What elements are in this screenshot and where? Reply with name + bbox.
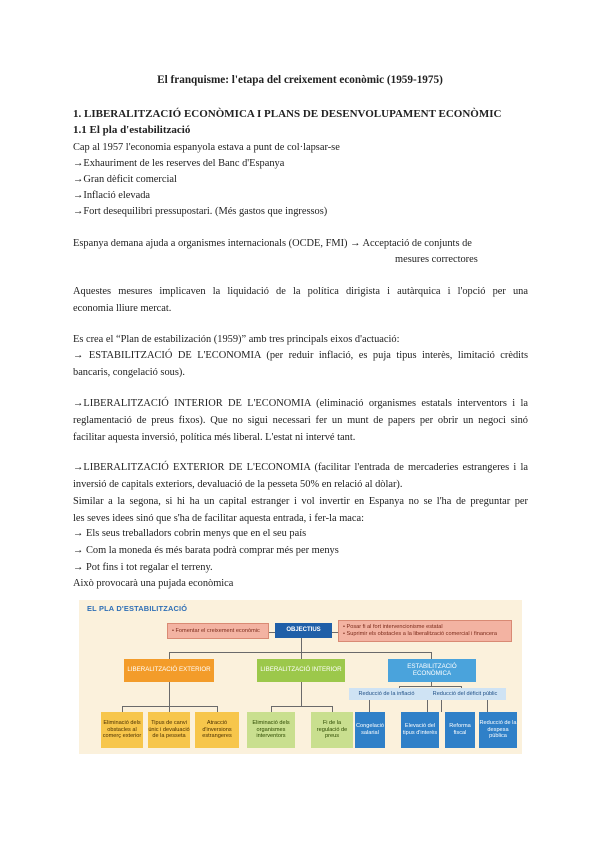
arrow-icon: → — [350, 238, 361, 249]
arrow-icon: → — [73, 562, 84, 573]
arrow-icon: → — [73, 190, 84, 201]
connector — [169, 652, 431, 653]
connector — [271, 706, 332, 707]
arrow-icon: → — [73, 206, 84, 217]
bullet-item: →Inflació elevada — [73, 190, 151, 201]
aid-line: Espanya demana ajuda a organismes internacionals (OCDE, FMI) → Acceptació de conjunts de — [73, 238, 472, 249]
arrow-icon: → — [73, 398, 84, 409]
subcategory-inflation: Reducció de la inflació — [349, 688, 424, 700]
connector — [169, 682, 170, 706]
connector — [427, 700, 428, 712]
diagram-title: EL PLA D'ESTABILITZACIÓ — [87, 604, 188, 613]
measures-paragraph: Aquestes mesures implicaven la liquidació de la política dirigista i autàrquica i l'opció per una economia lliure mercat. — [73, 286, 528, 314]
aid-result: mesures correctores — [395, 254, 478, 265]
category-interior: LIBERALITZACIÓ INTERIOR — [257, 659, 345, 682]
axis-3-paragraph: →LIBERALITZACIÓ EXTERIOR DE L'ECONOMIA (facilitar l'entrada de mercaderies estrangeres i la inversió de capitals exteriors, devaluació de la pesseta 50% en relació al dòlar). Similar a la segona, si hi ha un capital estranger i vol invertir en Espanya no se l'ha de preguntar per les seves idees sinó que s'ha de facilitar aquesta entrada, i fer-la maca: — [73, 462, 528, 524]
consequence-item: → Els seus treballadors cobrin menys que en el seu país — [73, 528, 307, 539]
connector — [369, 700, 370, 712]
arrow-icon: → — [73, 545, 84, 556]
connector — [441, 700, 442, 712]
connector — [487, 700, 488, 712]
connector — [431, 652, 432, 659]
arrow-icon: → — [73, 158, 84, 169]
category-stabilization: ESTABILITZACIÓ ECONÒMICA — [388, 659, 476, 682]
connector — [301, 638, 302, 652]
plan-intro: Es crea el “Plan de estabilización (1959)” amb tres principals eixos d'actuació: — [73, 334, 400, 345]
stabilization-plan-diagram — [79, 600, 522, 754]
axis-1-paragraph: → ESTABILITZACIÓ DE L'ECONOMIA (per reduir inflació, es puja tipus interès, limitació crèdits bancaris, congelació sous). — [73, 350, 528, 378]
consequence-item: → Com la moneda és més barata podrà comprar més per menys — [73, 545, 339, 556]
bullet-item: →Fort desequilibri pressupostari. (Més gastos que ingressos) — [73, 206, 328, 217]
bullet-item: →Exhauriment de les reserves del Banc d'Espanya — [73, 158, 285, 169]
arrow-icon: → — [73, 350, 84, 361]
arrow-icon: → — [73, 174, 84, 185]
arrow-icon: → — [73, 528, 84, 539]
connector — [301, 682, 302, 706]
axis-2-paragraph: →LIBERALITZACIÓ INTERIOR DE L'ECONOMIA (eliminació organismes estatals interventors i la reglamentació de preus fixos). Que no sigui necessari fer un munt de papers per obrir un negoci sinó facilitar aquesta inversió, política més liberal. L'estat ni intervé tant. — [73, 398, 528, 443]
goal-note-liberalization: • Posar fi al fort intervencionisme estatal • Suprimir els obstacles a la liberalització comercial i financera — [338, 620, 512, 642]
leaf-interior-prices: Fi de la regulació de preus — [311, 712, 353, 748]
leaf-stabilization-fiscal: Reforma fiscal — [445, 712, 475, 748]
leaf-exterior-trade: Eliminació dels obstacles al comerç exterior — [101, 712, 143, 748]
connector — [399, 686, 461, 687]
connector — [301, 652, 302, 659]
bullet-item: →Gran dèficit comercial — [73, 174, 177, 185]
intro-line: Cap al 1957 l'economia espanyola estava a punt de col·lapsar-se — [73, 142, 340, 153]
goal-note-growth: • Fomentar el creixement econòmic — [167, 623, 269, 639]
leaf-stabilization-interest: Elevació del tipus d'interès — [401, 712, 439, 748]
leaf-stabilization-spending: Reducció de la despesa pública — [479, 712, 517, 748]
closing-line: Això provocarà una pujada econòmica — [73, 578, 234, 589]
category-exterior: LIBERALITZACIÓ EXTERIOR — [124, 659, 214, 682]
page-title: El franquisme: l'etapa del creixement econòmic (1959-1975) — [157, 74, 443, 86]
leaf-exterior-exchange: Tipus de canvi únic i devaluació de la pesseta — [148, 712, 190, 748]
leaf-interior-agencies: Eliminació dels organismes interventors — [247, 712, 295, 748]
leaf-exterior-investment: Atracció d'inversions estrangeres — [195, 712, 239, 748]
consequence-item: → Pot fins i tot regalar el terreny. — [73, 562, 213, 573]
leaf-stabilization-wages: Congelació salarial — [355, 712, 385, 748]
connector — [169, 652, 170, 659]
subcategory-deficit: Reducció del dèficit públic — [424, 688, 506, 700]
arrow-icon: → — [73, 462, 84, 473]
subsection-heading: 1.1 El pla d'estabilització — [73, 124, 191, 136]
section-heading: 1. LIBERALITZACIÓ ECONÒMICA I PLANS DE DESENVOLUPAMENT ECONÒMIC — [73, 108, 502, 120]
objectives-box: OBJECTIUS — [275, 623, 332, 638]
